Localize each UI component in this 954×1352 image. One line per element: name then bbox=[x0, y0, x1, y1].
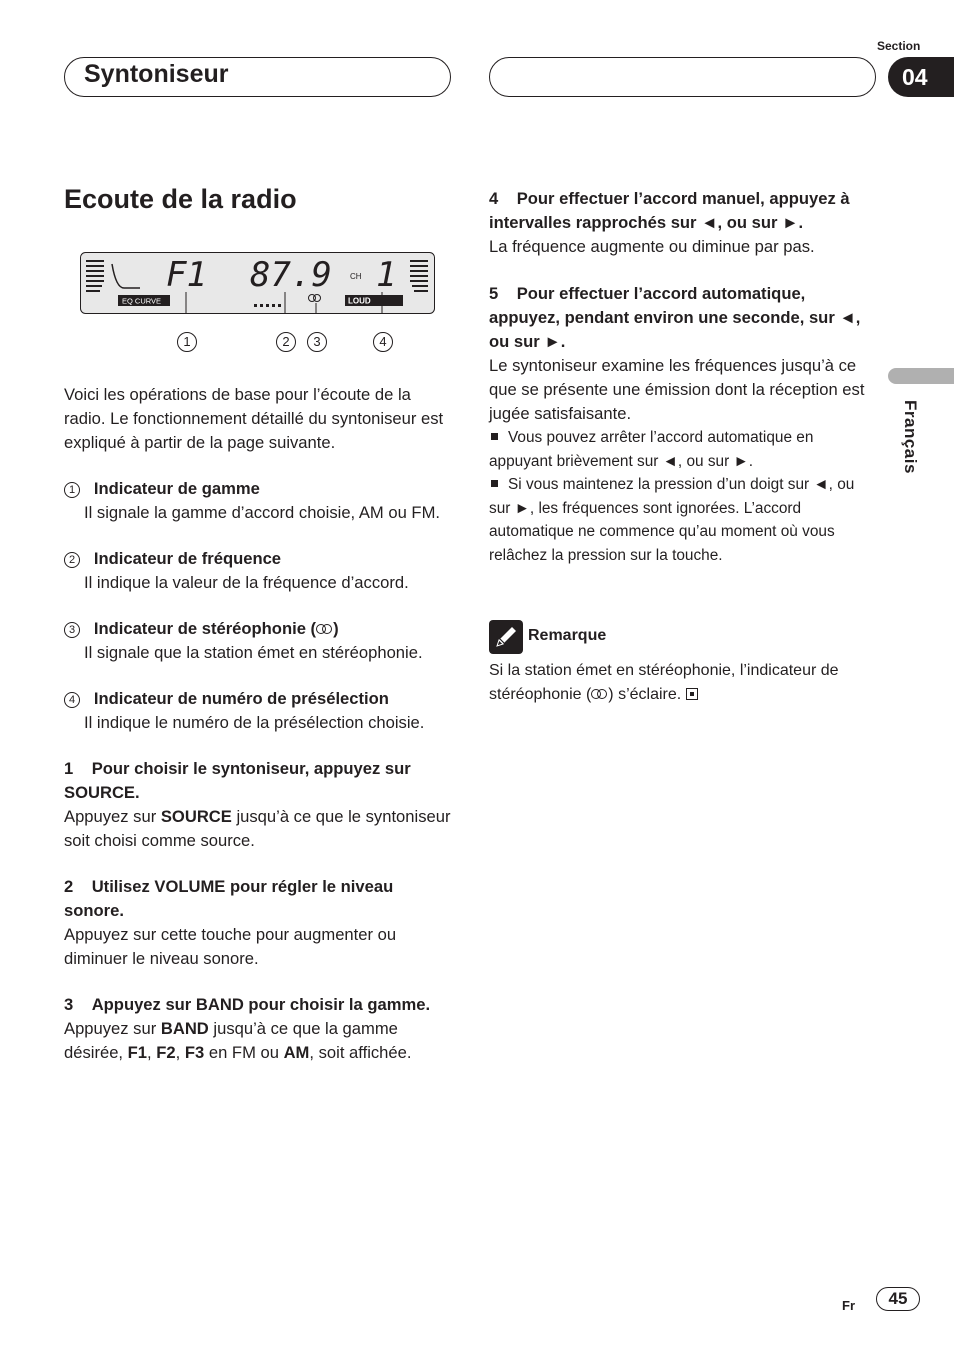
stereo-icon bbox=[591, 689, 608, 700]
header-title: Syntoniseur bbox=[84, 60, 229, 88]
step-body: en FM ou bbox=[204, 1043, 284, 1062]
indicator-title: Indicateur de numéro de présélection bbox=[93, 689, 389, 708]
step-number: 5 bbox=[489, 284, 499, 303]
step-body: , soit affichée. bbox=[309, 1043, 412, 1062]
step-3: 3 Appuyez sur BAND pour choisir la gamme. Appuyez sur BAND jusqu’à ce que la gamme désirée, F1, F2, F3 en FM ou AM, soit affichée. bbox=[64, 995, 431, 1062]
band-readout: F1 bbox=[166, 255, 207, 295]
step-number: 2 bbox=[64, 877, 74, 896]
stereo-icon bbox=[316, 624, 333, 635]
step-title: Pour effectuer l’accord automatique, appuyez, pendant environ une seconde, sur ◄, ou sur ►. bbox=[489, 284, 861, 351]
indicator-number: 3 bbox=[64, 622, 80, 638]
step-body: jusqu’à ce que le syntoniseur soit choisi comme source. bbox=[64, 807, 451, 850]
ch-label: CH bbox=[350, 272, 362, 281]
step-title: Utilisez VOLUME pour régler le niveau sonore. bbox=[64, 877, 394, 920]
step-number: 4 bbox=[489, 189, 499, 208]
footer-lang-code: Fr bbox=[842, 1298, 855, 1313]
display-eq-label bbox=[122, 297, 161, 306]
page-number: 45 bbox=[876, 1287, 920, 1311]
end-mark-icon bbox=[686, 688, 698, 700]
step-title: Pour choisir le syntoniseur, appuyez sur SOURCE. bbox=[64, 759, 411, 802]
indicator-title: Indicateur de fréquence bbox=[93, 549, 282, 568]
section-label: Section bbox=[877, 39, 921, 53]
page-title: Ecoute de la radio bbox=[64, 184, 297, 214]
step-body: La fréquence augmente ou diminue par pas. bbox=[489, 237, 815, 256]
step-title: Appuyez sur BAND pour choisir la gamme. bbox=[91, 995, 431, 1014]
bullet-text: Vous pouvez arrêter l’accord automatique en appuyant brièvement sur ◄, ou sur ►. bbox=[489, 429, 814, 470]
note-title: Remarque bbox=[528, 627, 607, 644]
step-body: Appuyez sur bbox=[64, 807, 161, 826]
indicator-title-end: ) bbox=[333, 619, 339, 638]
right-column bbox=[489, 187, 879, 567]
indicator-desc: Il indique le numéro de la présélection choisie. bbox=[84, 713, 425, 732]
radio-display-illustration bbox=[80, 252, 435, 314]
band-f1: F1 bbox=[127, 1043, 148, 1062]
step-4 bbox=[489, 187, 879, 259]
callout-4: 4 bbox=[373, 332, 393, 352]
note-text-part: Si la station émet en stéréophonie, l’indicateur de stéréophonie ( bbox=[489, 662, 839, 703]
step-body: Le syntoniseur examine les fréquences jusqu’à ce que se présente une émission dont la réception est jugée satisfaisante. bbox=[489, 356, 865, 423]
callout-3: 3 bbox=[307, 332, 327, 352]
header-blank-frame bbox=[489, 57, 876, 97]
bullet-icon bbox=[491, 480, 498, 487]
bullet-text: Si vous maintenez la pression d’un doigt sur ◄, ou sur ►, les fréquences sont ignorées. L’accord automatique ne commence qu’au moment où vous relâchez la pression sur la touche. bbox=[489, 476, 855, 564]
indicator-number: 4 bbox=[64, 692, 80, 708]
step-body: Appuyez sur bbox=[64, 1019, 161, 1038]
indicator-desc: Il signale la gamme d’accord choisie, AM ou FM. bbox=[84, 503, 440, 522]
frequency-readout: 87.9 bbox=[250, 255, 332, 295]
indicator-1 bbox=[64, 477, 452, 525]
intro-paragraph: Voici les opérations de base pour l’écoute de la radio. Le fonctionnement détaillé du syntoniseur est expliqué à partir de la page suivante. bbox=[64, 385, 444, 452]
band-am: AM bbox=[283, 1043, 310, 1062]
band-f2: F2 bbox=[156, 1043, 176, 1062]
indicator-3 bbox=[64, 617, 452, 665]
bullet-item bbox=[489, 473, 879, 567]
bullet-item bbox=[489, 426, 879, 473]
step-body: jusqu’à ce que la gamme désirée, bbox=[64, 1019, 398, 1062]
preset-readout: 1 bbox=[376, 255, 397, 295]
callout-1: 1 bbox=[177, 332, 197, 352]
indicator-desc: Il indique la valeur de la fréquence d’accord. bbox=[84, 573, 409, 592]
indicator-4 bbox=[64, 687, 452, 735]
note-text bbox=[489, 659, 881, 707]
indicator-title: Indicateur de gamme bbox=[93, 479, 260, 498]
indicator-2 bbox=[64, 547, 452, 595]
indicator-number: 2 bbox=[64, 552, 80, 568]
left-column bbox=[64, 383, 452, 1065]
step-5 bbox=[489, 282, 879, 567]
step-number: 1 bbox=[64, 759, 74, 778]
band-f3: F3 bbox=[184, 1043, 205, 1062]
note-text-part: ) s’éclaire. bbox=[608, 686, 682, 703]
indicator-title: Indicateur de stéréophonie ( bbox=[93, 619, 317, 638]
step-1 bbox=[64, 757, 452, 853]
step-number: 3 bbox=[64, 995, 74, 1014]
indicator-desc: Il signale que la station émet en stéréophonie. bbox=[84, 643, 423, 662]
step-title: Pour effectuer l’accord manuel, appuyez à intervalles rapprochés sur ◄, ou sur ►. bbox=[489, 189, 850, 232]
step-body-bold: SOURCE bbox=[160, 807, 232, 826]
step-2 bbox=[64, 875, 452, 971]
indicator-number: 1 bbox=[64, 482, 80, 498]
section-number: 04 bbox=[888, 57, 954, 97]
language-tab-bar bbox=[888, 368, 954, 384]
step-body-bold: BAND bbox=[160, 1019, 209, 1038]
bullet-icon bbox=[491, 433, 498, 440]
step-body: Appuyez sur cette touche pour augmenter ou diminuer le niveau sonore. bbox=[64, 925, 397, 968]
note-pencil-icon bbox=[489, 620, 523, 654]
language-tab: Français bbox=[901, 400, 920, 474]
callout-2: 2 bbox=[276, 332, 296, 352]
loud-label: LOUD bbox=[348, 296, 371, 306]
eq-label: EQ CURVE bbox=[122, 296, 162, 306]
